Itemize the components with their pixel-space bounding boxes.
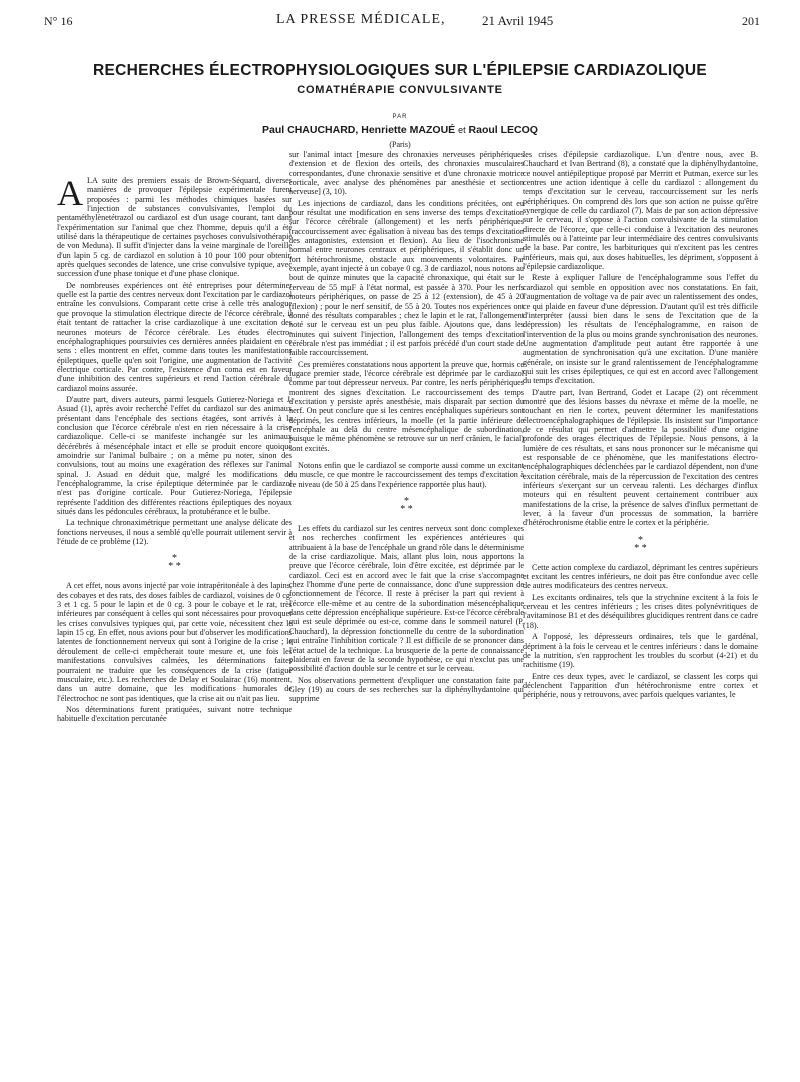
paragraph: A l'opposé, les dépresseurs ordinaires, tels que le gardénal, dépriment à la fois le cerveau et le centres inférieurs : dans le domaine de la nutrition, s'en rapprochent les troubles du scorbut (4-21) et du rachitisme (19). bbox=[523, 632, 758, 670]
paragraph: A cet effet, nous avons injecté par voie intrapéritonéale à des lapins, des cobayes et des rats, des doses faibles de cardiazol, voisines de 0 cg. 3 et 1 cg. 5 pour le lapin et de 0 cg. 3 pour le cobaye et le rat, très inférieures par conséquent à celles qui sont nécessaires pour provoquer les crises convulsives typiques qui, par cette voie, nécessitent chez le lapin 15 cg. En effet, nous avions pour but d'observer les modifications latentes de fonctionnement nerveux qui sont à l'origine de la crise ; le déroulement de celle-ci empêcherait toute mesure et, une fois les manifestations convulsives calmées, les déterminations faites pourraient ne traduire que les conséquences de la crise (fatigue musculaire, etc.). Les recherches de Delay et Soulairac (16) montrent, dans un autre domaine, que les modifications humorales de l'électrochoc ne sont pas identiques, que la crise ait ou n'ait pas lieu. bbox=[57, 581, 292, 703]
paragraph: sur l'animal intact [mesure des chronaxies nerveuses périphériques d'extension et de flexion des orteils, des chronaxies musculaires correspondantes, d'une chronaxie sensitive et d'une chronaxie motrice corticale, avec analyse des phénomènes par anesthésie et section nerveuse] (3, 10). bbox=[289, 150, 524, 197]
issue-date: 21 Avril 1945 bbox=[482, 13, 554, 28]
paragraph: Notons enfin que le cardiazol se comporte aussi comme un excitant du muscle, ce que montre le raccourcissement des temps d'excitation à ce niveau (de 50 à 25 dans l'expérience rapportée plus haut). bbox=[289, 461, 524, 489]
paragraph: De nombreuses expériences ont été entreprises pour déterminer quelle est la partie des centres nerveux dont l'excitation par le cardiazol entraîne les convulsions. Comparant cette crise à celle très analogue que provoque la stimulation électrique directe de l'écorce cérébrale, il était tentant de rattacher la crise cardiazolique à une excitation des neurones moteurs de l'écorce cérébrale. Les études électro-encéphalographiques poursuivies ces dernières années plaidaient en ce sens : elles montrent en effet, comme dans toutes les manifestations épileptiques, quelle qu'en soit l'origine, une augmentation de l'activité électrique corticale. Par contre, l'existence d'un coma est en faveur d'une inhibition des centres supérieurs et rend l'action cérébrale du cardiazol moins assurée. bbox=[57, 280, 292, 393]
author-conjunction: et bbox=[458, 125, 466, 135]
paragraph: Entre ces deux types, avec le cardiazol, se classent les corps qui déclenchent l'apparition d'un hétérochronisme entre cortex et périphérie, nous y retrouvons, avec parfois quelques variantes, le bbox=[523, 671, 758, 700]
paragraph: La technique chronaximétrique permettant une analyse délicate des fonctions nerveuses, il nous a semblé qu'elle pourrait utilement servir à l'étude de ce problème (12). bbox=[57, 518, 292, 547]
paragraph: Les excitants ordinaires, tels que la strychnine excitent à la fois le cerveau et les centres inférieurs ; les crises dites polynévritiques de l'avitaminose B1 et des déséquilibres glucidiques rentrent dans ce cadre (18). bbox=[523, 592, 758, 630]
paragraph: Les effets du cardiazol sur les centres nerveux sont donc complexes et nos recherches confirment les expériences antérieures qui attribuaient à la base de l'encéphale un grand rôle dans le déterminisme de la crise cardiazolique. Mais, allant plus loin, nous apportons la preuve que l'écorce cérébrale, loin d'être excitée, est déprimée par le cardiazol. Ceci est en accord avec le fait que la crise s'accompagne chez l'homme d'une perte de connaissance, donc d'une suppression de fonctionnement de l'écorce. Il reste à préciser la part qui revient à l'écorce elle-même et au centre de la subordination mésencéphalique dans cette dépression encéphalique supérieure. Est-ce l'écorce cérébrale qui est seule déprimée ou est-ce, comme dans le sommeil naturel (P. Chauchard), la dépression fonctionnelle du centre de la subordination qui entraîne l'inhibition corticale ? Il est difficile de se prononcer dans l'état actuel de la technique. La brusquerie de la perte de connaissance plaiderait en faveur de la seconde hypothèse, ce qui n'exclut pas une possibilité d'action double sur le centre et sur le cerveau. bbox=[289, 524, 524, 674]
paragraph: Cette action complexe du cardiazol, déprimant les centres supérieurs et excitant les centres inférieurs, ne doit pas être confondue avec celle de autres modificateurs des centres nerveux. bbox=[523, 562, 758, 591]
author-name: Raoul LECOQ bbox=[468, 124, 538, 136]
text-column-2 bbox=[289, 150, 524, 706]
article-subtitle: COMATHÉRAPIE CONVULSIVANTE bbox=[297, 84, 503, 96]
paragraph: ALA suite des premiers essais de Brown-Séquard, diverses manières de provoquer l'épilepsie expérimentale furent proposées : parmi les méthodes chimiques basées sur l'injection de substances convulsivantes, l'emploi du pentaméthylènetétrazol ou cardiazol est d'un usage courant, tant dans l'expérimentation sur l'animal que chez l'homme, depuis qu'il a été utilisé dans la thérapeutique de certaines psychoses convulsivothérapie de von Meduna). Il suffit d'injecter dans la veine marginale de l'oreille d'un lapin 5 cg. de cardiazol en solution à 10 pour 100 pour obtenir, après quelques secondes de latence, une crise convulsive typique, avec succession d'une phase tonique et d'une phase clonique. bbox=[57, 173, 292, 279]
paragraph: Nos déterminations furent pratiquées, suivant notre technique habituelle d'excitation percutanée bbox=[57, 704, 292, 724]
paragraph: Reste à expliquer l'allure de l'encéphalogramme sous l'effet du cardiazol qui semble en opposition avec nos constatations. En fait, l'augmentation de voltage va de pair avec un ralentissement des ondes, ce qui plaide en faveur d'une dépression. D'autant qu'il est très difficile d'interpréter (aussi bien dans le sens de l'excitation que de la dépression) les résultats de l'encéphalogramme, en raison de l'intervention de la plus ou moins grande synchronisation des neurones. Une augmentation d'amplitude peut autant être rapportée à une augmentation de synchronisation qu'à une excitation. D'une manière générale, on insiste sur le grand ralentissement de l'encéphalogramme qui suit les crises épileptiques, ce qui est en accord avec l'allongement du temps d'excitation. bbox=[523, 273, 758, 386]
affiliation: (Paris) bbox=[389, 140, 411, 149]
issue-number: N° 16 bbox=[44, 14, 73, 28]
page-number: 201 bbox=[742, 14, 760, 28]
author-name: Paul CHAUCHARD, bbox=[262, 124, 359, 136]
text-column-1 bbox=[57, 173, 292, 726]
journal-name: LA PRESSE MÉDICALE, bbox=[276, 12, 446, 27]
drop-cap: A bbox=[57, 173, 83, 213]
section-separator: * * * bbox=[634, 534, 647, 554]
article-title: RECHERCHES ÉLECTROPHYSIOLOGIQUES SUR L'ÉPILEPSIE CARDIAZOLIQUE bbox=[93, 62, 707, 79]
author-list bbox=[40, 124, 760, 136]
author-name: Henriette MAZOUÉ bbox=[361, 124, 456, 136]
byline-par: PAR bbox=[392, 114, 408, 120]
text-column-3 bbox=[523, 150, 758, 702]
section-separator: * * * bbox=[168, 553, 181, 573]
paragraph: D'autre part, divers auteurs, parmi lesquels Gutierez-Noriega et J. Asuad (1), après avoir recherché l'effet du cardiazol sur des animaux présentant dans l'encéphale des sections étagées, sont arrivés à la conclusion que l'écorce cérébrale n'est en rien nécessaire à la crise cardiazolique. Celle-ci se manifeste inchangée sur les animaux décérébrés à mésencéphale intact et elle se produit encore quoique amoindrie sur l'animal bulbaire ; on a même pu noter, sinon des convulsions, tout au moins une exagération des réflexes sur l'animal spinal. J. Asuad en déduit que, malgré les modifications de l'encéphalogramme, la crise épileptique déterminée par le cardiazol n'est pas d'origine corticale. Pour Gutierez-Noriega, l'épilepsie représente l'addition des différentes réactions épileptiques des noyaux situés dans les pédoncules cérébraux, la protubérance et le bulbe. bbox=[57, 394, 292, 517]
running-header bbox=[44, 12, 764, 32]
paragraph: Les injections de cardiazol, dans les conditions précitées, ont eu pour résultat une modification en sens inverse des temps d'excitation sur l'écorce cérébrale (allongement) et les nerfs périphériques (raccourcissement avec égalisation à niveau bas des temps d'excitation des antagonistes, extension et flexion). Au lieu de l'isochronisme normal entre neurones centraux et périphériques, il s'établit donc un fort hétérochronisme, obstacle aux mouvements volontaires. Par exemple, ayant injecté à un cobaye 0 cg. 3 de cardiazol, nous notons au bout de quinze minutes que la capacité chronaxique, qui était sur le cerveau de 55 mµF à l'état normal, est passée à 370. Pour les nerfs moteurs périphériques, on passe de 25 à 12 (extension), de 45 à 20 (flexion) ; pour le nerf sensitif, de 55 à 20. Toutes nos expériences ont donné des résultats comparables ; chez le lapin et le rat, l'allongement noté sur le cerveau est un peu plus faible. Ajoutons que, dans les minutes qui suivent l'injection, l'allongement des temps d'excitation cérébrale n'est pas immédiat ; il est parfois précédé d'un court stade de faible raccourcissement. bbox=[289, 198, 524, 358]
paragraph: Nos observations permettent d'expliquer une constatation faite par Gley (19) au cours de ses recherches sur la diphénylhydantoïne qui supprime bbox=[289, 675, 524, 704]
section-separator: * * * bbox=[400, 496, 413, 516]
paragraph: Ces premières constatations nous apportent la preuve que, hormis ce fugace premier stade, l'écorce cérébrale est déprimée par le cardiazol comme par tout dépresseur nerveux. Par contre, les nerfs périphériques montrent des signes d'excitation. Le raccourcissement des temps d'excitation y persiste après anesthésie, mais disparaît par section du nerf. On peut conclure que si les centres encéphaliques supérieurs sont déprimés, les centres inférieurs, la moelle (et la partie inférieure de l'encéphale au delà du centre mésencéphalique de subordination, puisque le même phénomène se retrouve sur un nerf crânien, le facial) sont excités. bbox=[289, 359, 524, 453]
paragraph: D'autre part, Ivan Bertrand, Godet et Lacape (2) ont récemment montré que des lésions basses du névraxe et même de la moelle, ne touchant en rien le cortex, peuvent déterminer les manifestations électroencéphalographiques de l'épilepsie. Ils insistent sur l'importance de ce résultat qui permet d'admettre la possibilité d'une origine profonde des orages électriques de l'épilepsie. Nous pensons, à la lumière de ces résultats, et sans nous prononcer sur le mécanisme qui est responsable de ce phénomène, que les manifestations électro-encéphalographiques déclenchées par le cardiazol dépendent, non d'une excitation cérébrale, mais de la répercussion de l'excitation des centres inférieurs s'exerçant sur un cerveau ralenti. Les décharges d'influx moteurs qui en résultent peuvent certainement contribuer aux manifestations de la crise, la présence de salves d'influx permettant de lever, à la faveur d'un processus de sommation, la barrière d'hétérochronisme établie entre le cortex et la périphérie. bbox=[523, 387, 758, 528]
paragraph: les crises d'épilepsie cardiazolique. L'un d'entre nous, avec B. Chauchard et Ivan Bertrand (8), a constaté que la diphénylhydantoïne, ce nouvel antiépileptique proposé par Merritt et Putman, exerce sur les centres une action identique à celle du cardiazol : allongement du temps d'excitation sur le cerveau, raccourcissement sur les nerfs périphériques. On comprend dès lors que son action ne puisse qu'être synergique de celle du cardiazol (7). Mais de par son action dépressive sur le cerveau, il s'oppose à l'action convulsivante de la stimulation directe de l'écorce, que celle-ci conduise à l'excitation des neurones stimulés ou à l'atteinte par leur intermédiaire des centres convulsivants de la base. Par contre, les barbituriques qui n'excitent pas les centres inférieurs, mais qui, aux doses habituelles, les dépriment, s'opposent à l'épilepsie cardiazolique. bbox=[523, 150, 758, 272]
